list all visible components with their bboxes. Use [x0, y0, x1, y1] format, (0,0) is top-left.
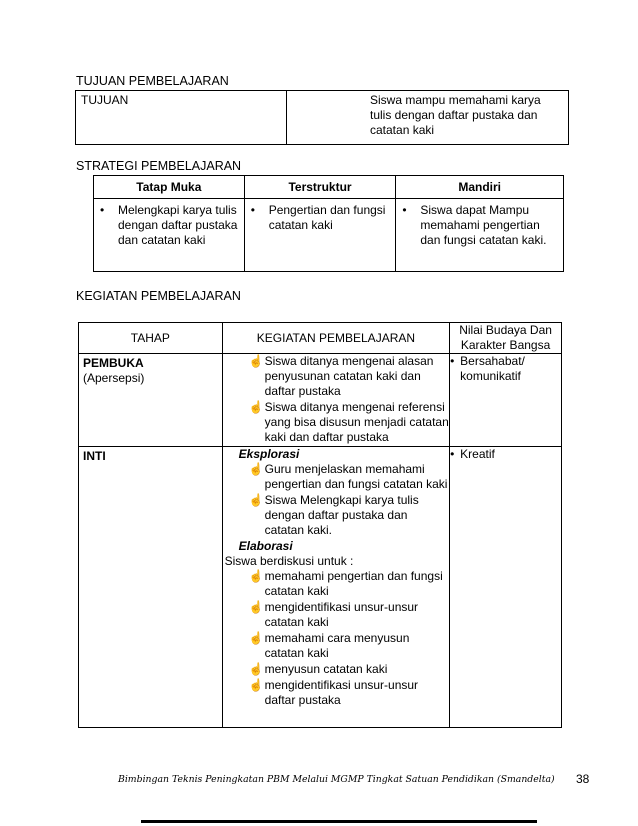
list-item: ☝ Siswa ditanya mengenai referensi yang bisa disusun menjadi catatan kaki dan daftar pustaka [248, 400, 449, 444]
footer-text: Bimbingan Teknis Peningkatan PBM Melalui MGMP Tingkat Satuan Pendidikan (Smandelta) [118, 774, 555, 785]
cell-tatap-muka [94, 199, 245, 272]
pointing-hand-icon: ☝ [248, 678, 264, 692]
cell-text: Melengkapi karya tulis dengan daftar pustaka dan catatan kaki [118, 203, 238, 247]
value-text: Bersahabat/ komunikatif [460, 354, 525, 383]
pointing-hand-icon: ☝ [248, 600, 264, 614]
tujuan-table [75, 90, 569, 145]
section-title-tujuan: TUJUAN PEMBELAJARAN [76, 74, 229, 88]
elaborasi-intro: Siswa berdiskusi untuk : [224, 554, 354, 568]
cell-text: Siswa dapat Mampu memahami pengertian dan fungsi catatan kaki. [420, 203, 547, 247]
page-number: 38 [576, 772, 590, 786]
phase-subtitle: (Apersepsi) [83, 371, 145, 385]
eksplorasi-title: Eksplorasi [238, 447, 300, 461]
pointing-hand-icon: ☝ [248, 493, 264, 507]
header-tahap: TAHAP [79, 323, 223, 354]
header-nilai: Nilai Budaya Dan Karakter Bangsa [450, 323, 562, 354]
table-divider [286, 91, 287, 144]
list-item: ☝ mengidentifikasi unsur-unsur catatan kaki [248, 600, 419, 629]
pointing-hand-icon: ☝ [248, 462, 264, 476]
pointing-hand-icon: ☝ [248, 354, 264, 368]
activities-pembuka [222, 354, 450, 447]
tujuan-value: Siswa mampu memahami karya tulis dengan daftar pustaka dan catatan kaki [370, 93, 541, 137]
header-kegiatan: KEGIATAN PEMBELAJARAN [222, 323, 450, 354]
phase-pembuka [79, 354, 223, 447]
list-item: ☝ Siswa ditanya mengenai alasan penyusunan catatan kaki dan daftar pustaka [248, 354, 434, 398]
list-item: ☝ Guru menjelaskan memahami pengertian dan fungsi catatan kaki [248, 462, 448, 491]
bullet-icon: • [100, 203, 105, 217]
bullet-icon: • [450, 354, 455, 368]
pointing-hand-icon: ☝ [248, 631, 264, 645]
pointing-hand-icon: ☝ [248, 662, 264, 676]
cell-text: Pengertian dan fungsi catatan kaki [268, 203, 386, 232]
header-tatap-muka: Tatap Muka [94, 176, 245, 199]
kegiatan-table [78, 322, 562, 728]
header-terstruktur: Terstruktur [244, 176, 396, 199]
values-pembuka [450, 354, 562, 447]
cell-terstruktur [244, 199, 396, 272]
tujuan-label: TUJUAN [81, 93, 129, 107]
cell-mandiri [396, 199, 564, 272]
pointing-hand-icon: ☝ [248, 400, 264, 414]
phase-title: INTI [83, 449, 106, 463]
list-item: ☝ memahami pengertian dan fungsi catatan kaki [248, 569, 443, 598]
strategi-table [93, 175, 564, 272]
list-item: ☝ mengidentifikasi unsur-unsur daftar pustaka [248, 678, 419, 707]
value-text: Kreatif [460, 447, 495, 461]
values-inti [450, 447, 562, 728]
elaborasi-title: Elaborasi [238, 539, 293, 553]
phase-inti [79, 447, 223, 728]
footer-rule [141, 820, 537, 823]
section-title-strategi: STRATEGI PEMBELAJARAN [76, 159, 242, 173]
header-mandiri: Mandiri [396, 176, 564, 199]
missing-glyph-icon [225, 447, 239, 462]
list-item: ☝ Siswa Melengkapi karya tulis dengan daftar pustaka dan catatan kaki. [248, 493, 419, 537]
section-title-kegiatan: KEGIATAN PEMBELAJARAN [76, 289, 241, 303]
list-item: ☝ memahami cara menyusun catatan kaki [248, 631, 410, 660]
pointing-hand-icon: ☝ [248, 569, 264, 583]
bullet-icon: • [250, 203, 255, 217]
activities-inti [222, 447, 450, 728]
list-item: ☝ menyusun catatan kaki [248, 662, 388, 676]
phase-title: PEMBUKA [83, 356, 144, 370]
bullet-icon: • [402, 203, 407, 217]
bullet-icon: • [450, 447, 455, 461]
missing-glyph-icon [225, 539, 239, 554]
